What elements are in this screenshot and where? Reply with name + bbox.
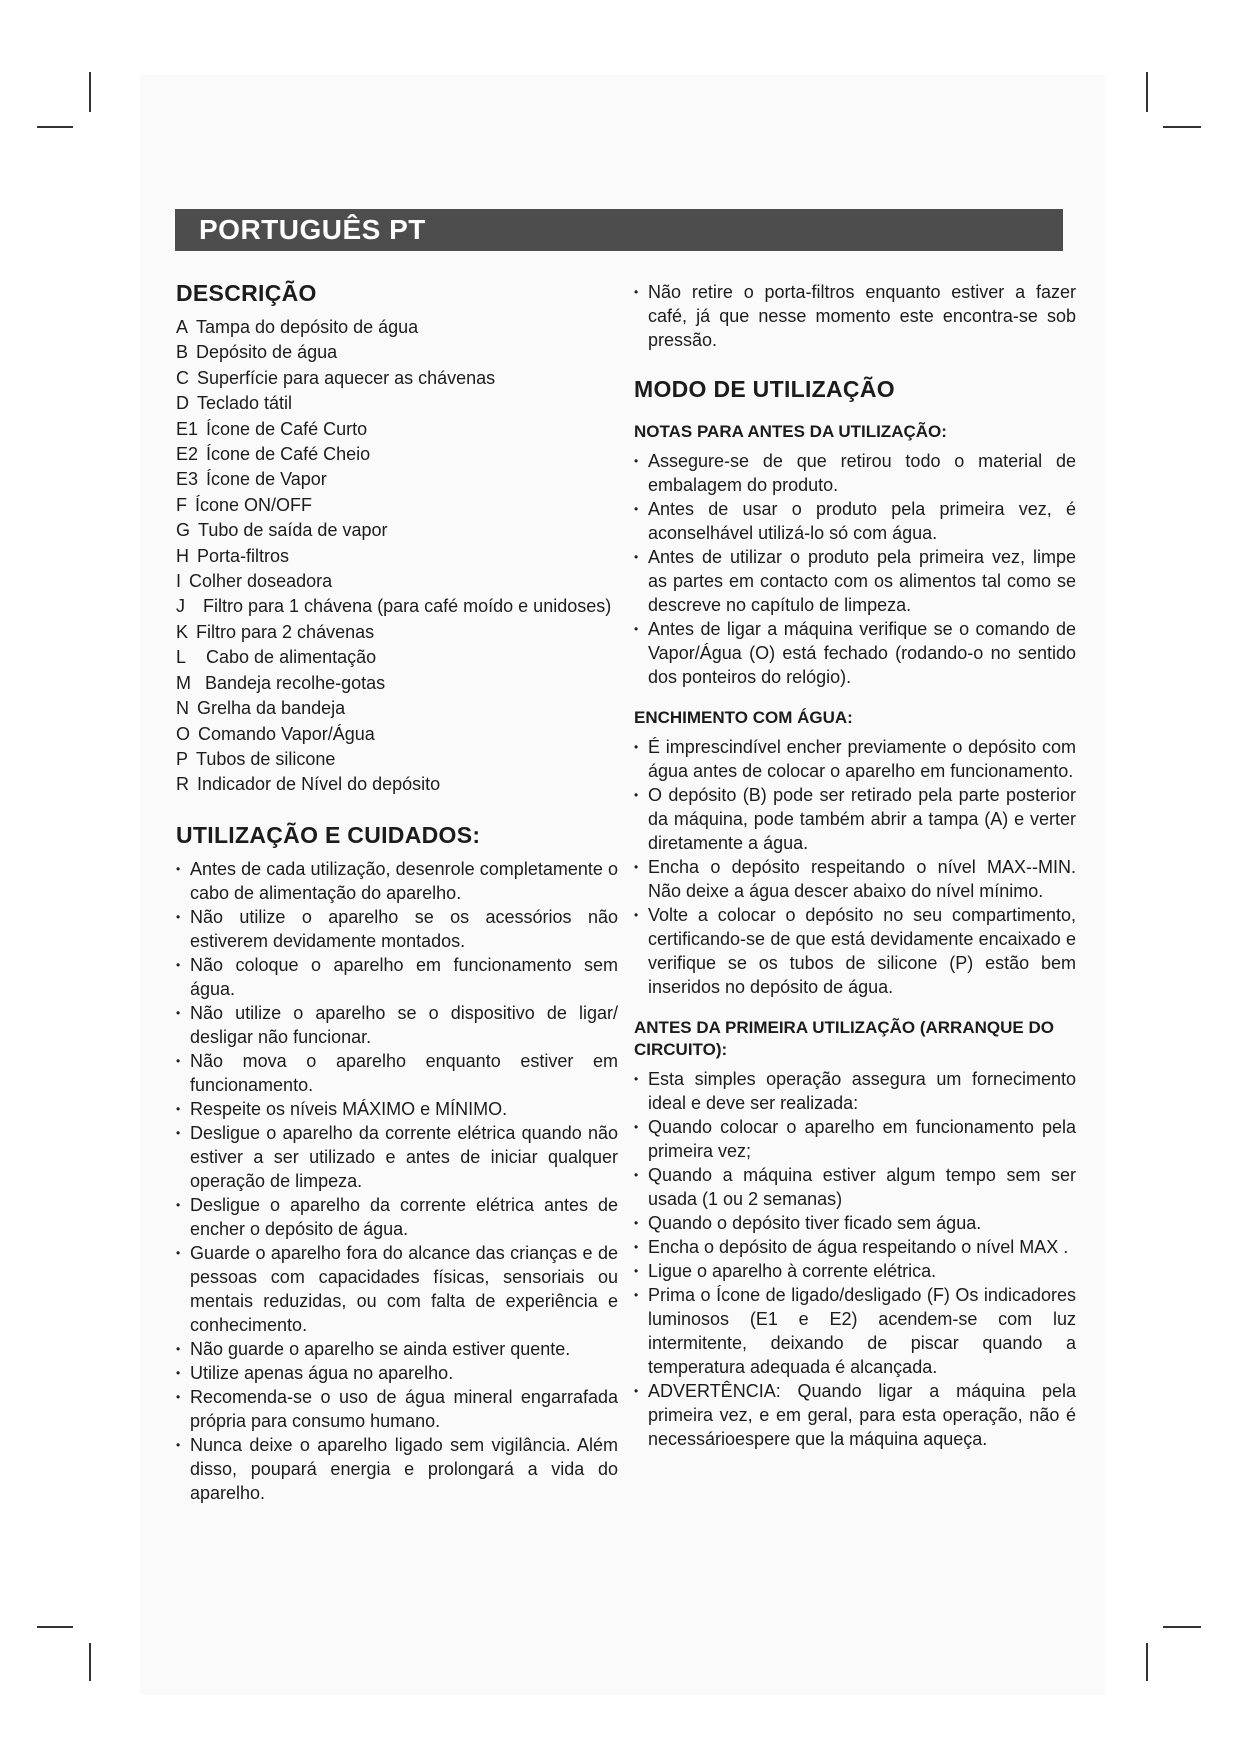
part-key: C: [176, 367, 189, 388]
primeira-utilizacao-list: [634, 1067, 1076, 1451]
part-text: Cabo de alimentação: [206, 647, 377, 668]
part-text: Grelha da bandeja: [197, 698, 346, 719]
part-key: G: [176, 520, 191, 541]
left-column: [176, 280, 618, 1505]
notas-item: • Assegure-se de que retirou todo o material de embalagem do produto.: [634, 449, 1076, 497]
part-key: O: [176, 723, 191, 744]
usage-care-item: • Não utilize o aparelho se os acessórios não estiverem devidamente montados.: [176, 905, 618, 953]
crop-mark-top-right-vertical: [1146, 72, 1148, 112]
enchimento-list: [634, 735, 1076, 999]
usage-care-item: • Não retire o porta-filtros enquanto estiver a fazer café, já que nesse momento este encontra-se sob pressão.: [634, 280, 1076, 352]
usage-care-item: • Guarde o aparelho fora do alcance das crianças e de pessoas com capacidades físicas, sensoriais ou mentais reduzidas, ou com falta de experiência e conhecimento.: [176, 1241, 618, 1337]
crop-mark-top-left-horizontal: [37, 126, 73, 128]
continued-usage-list: [634, 280, 1076, 352]
primeira-utilizacao-item: • Esta simples operação assegura um fornecimento ideal e deve ser realizada:: [634, 1067, 1076, 1115]
part-key: J: [176, 596, 185, 617]
part-text: Colher doseadora: [189, 571, 333, 592]
usage-care-item: • Não mova o aparelho enquanto estiver em funcionamento.: [176, 1049, 618, 1097]
part-text: Ícone de Vapor: [206, 469, 327, 490]
part-key: L: [176, 647, 187, 668]
part-key: P: [176, 748, 189, 769]
part-key: B: [176, 342, 189, 363]
part-text: Tubo de saída de vapor: [198, 520, 388, 541]
parts-list-item: [176, 467, 618, 492]
crop-mark-bottom-left-vertical: [89, 1643, 91, 1681]
part-text: Tubos de silicone: [196, 748, 336, 769]
parts-list-item: [176, 340, 618, 365]
primeira-utilizacao-item: • Ligue o aparelho à corrente elétrica.: [634, 1259, 1076, 1283]
parts-list-item: [176, 493, 618, 518]
enchimento-heading: ENCHIMENTO COM ÁGUA:: [634, 708, 853, 727]
parts-list: [176, 315, 618, 798]
usage-care-item: • Recomenda-se o uso de água mineral engarrafada própria para consumo humano.: [176, 1385, 618, 1433]
usage-care-item: • Não guarde o aparelho se ainda estiver quente.: [176, 1337, 618, 1361]
part-text: Bandeja recolhe-gotas: [205, 672, 386, 693]
part-text: Ícone de Café Cheio: [206, 444, 371, 465]
part-text: Comando Vapor/Água: [198, 723, 375, 744]
enchimento-item: • O depósito (B) pode ser retirado pela parte posterior da máquina, pode também abrir a tampa (A) e verter diretamente a água.: [634, 783, 1076, 855]
primeira-utilizacao-heading: ANTES DA PRIMEIRA UTILIZAÇÃO (ARRANQUE DO CIRCUITO):: [634, 1018, 1054, 1059]
crop-mark-top-left-vertical: [89, 72, 91, 112]
part-key: E2: [176, 444, 199, 465]
parts-list-item: [176, 645, 618, 670]
part-text: Indicador de Nível do depósito: [197, 774, 441, 795]
parts-list-item: [176, 315, 618, 340]
part-key: I: [176, 571, 182, 592]
part-key: E3: [176, 469, 199, 490]
parts-list-item: [176, 569, 618, 594]
primeira-utilizacao-item: • Quando a máquina estiver algum tempo sem ser usada (1 ou 2 semanas): [634, 1163, 1076, 1211]
notas-heading: NOTAS PARA ANTES DA UTILIZAÇÃO:: [634, 422, 947, 441]
crop-mark-top-right-horizontal: [1163, 126, 1201, 128]
part-text: Ícone ON/OFF: [195, 494, 313, 515]
part-key: A: [176, 317, 189, 337]
modo-utilizacao-heading: MODO DE UTILIZAÇÃO: [634, 376, 895, 402]
notas-list: [634, 449, 1076, 689]
primeira-utilizacao-item: • Quando colocar o aparelho em funcionamento pela primeira vez;: [634, 1115, 1076, 1163]
part-text: Porta-filtros: [197, 545, 290, 566]
part-text: Depósito de água: [196, 342, 338, 363]
notas-item: • Antes de ligar a máquina verifique se o comando de Vapor/Água (O) está fechado (rodando-o no sentido dos ponteiros do relógio).: [634, 617, 1076, 689]
part-text: Teclado tátil: [197, 393, 293, 414]
parts-list-item: [176, 417, 618, 442]
parts-list-item: [176, 544, 618, 569]
parts-list-item: [176, 696, 618, 721]
part-text: Filtro para 1 chávena (para café moído e unidoses): [203, 596, 612, 617]
part-key: E1: [176, 418, 199, 439]
crop-mark-bottom-left-horizontal: [37, 1626, 73, 1628]
notas-item: • Antes de utilizar o produto pela primeira vez, limpe as partes em contacto com os alimentos tal como se descreve no capítulo de limpeza.: [634, 545, 1076, 617]
parts-list-item: [176, 772, 618, 797]
usage-care-list: [176, 857, 618, 1505]
part-text: Ícone de Café Curto: [206, 418, 368, 439]
part-key: R: [176, 774, 189, 795]
descricao-heading: DESCRIÇÃO: [176, 280, 317, 306]
right-column: [634, 280, 1076, 1451]
parts-list-item: [176, 442, 618, 467]
part-key: D: [176, 393, 189, 414]
parts-list-item: [176, 518, 618, 543]
usage-care-item: • Utilize apenas água no aparelho.: [176, 1361, 618, 1385]
primeira-utilizacao-item: • Prima o Ícone de ligado/desligado (F) Os indicadores luminosos (E1 e E2) acendem-se com luz intermitente, deixando de piscar quando a temperatura adequada é alcançada.: [634, 1283, 1076, 1379]
part-key: F: [176, 494, 187, 515]
usage-care-item: • Desligue o aparelho da corrente elétrica quando não estiver a ser utilizado e antes de iniciar qualquer operação de limpeza.: [176, 1121, 618, 1193]
part-key: H: [176, 545, 189, 566]
notas-item: • Antes de usar o produto pela primeira vez, é aconselhável utilizá-lo só com água.: [634, 497, 1076, 545]
parts-list-item: [176, 671, 618, 696]
parts-list-item: [176, 594, 618, 619]
parts-list-item: [176, 366, 618, 391]
primeira-utilizacao-item: • Quando o depósito tiver ficado sem água.: [634, 1211, 1076, 1235]
usage-care-item: • Não utilize o aparelho se o dispositivo de ligar/ desligar não funcionar.: [176, 1001, 618, 1049]
usage-care-item: • Antes de cada utilização, desenrole completamente o cabo de alimentação do aparelho.: [176, 857, 618, 905]
parts-list-item: [176, 391, 618, 416]
parts-list-item: [176, 722, 618, 747]
enchimento-item: • Encha o depósito respeitando o nível MAX--MIN. Não deixe a água descer abaixo do nível mínimo.: [634, 855, 1076, 903]
usage-care-item: • Respeite os níveis MÁXIMO e MÍNIMO.: [176, 1097, 618, 1121]
usage-care-item: • Desligue o aparelho da corrente elétrica antes de encher o depósito de água.: [176, 1193, 618, 1241]
language-header-bar: PORTUGUÊS PT: [175, 209, 1063, 251]
part-text: Superfície para aquecer as chávenas: [197, 367, 496, 388]
part-key: K: [176, 621, 189, 642]
enchimento-item: • Volte a colocar o depósito no seu compartimento, certificando-se de que está devidamente encaixado e verifique se os tubos de silicone (P) estão bem inseridos no depósito de água.: [634, 903, 1076, 999]
primeira-utilizacao-item: • ADVERTÊNCIA: Quando ligar a máquina pela primeira vez, e em geral, para esta operação, não é necessárioespere que la máquina aqueça.: [634, 1379, 1076, 1451]
enchimento-item: • É imprescindível encher previamente o depósito com água antes de colocar o aparelho em funcionamento.: [634, 735, 1076, 783]
part-key: N: [176, 698, 189, 719]
usage-care-item: • Não coloque o aparelho em funcionamento sem água.: [176, 953, 618, 1001]
crop-mark-bottom-right-horizontal: [1163, 1626, 1201, 1628]
usage-care-item: • Nunca deixe o aparelho ligado sem vigilância. Além disso, poupará energia e prolongará a vida do aparelho.: [176, 1433, 618, 1505]
parts-list-item: [176, 747, 618, 772]
utilizacao-heading: UTILIZAÇÃO E CUIDADOS:: [176, 821, 481, 848]
part-text: Filtro para 2 chávenas: [196, 621, 375, 642]
part-text: Tampa do depósito de água: [196, 317, 419, 337]
primeira-utilizacao-item: • Encha o depósito de água respeitando o nível MAX .: [634, 1235, 1076, 1259]
crop-mark-bottom-right-vertical: [1146, 1643, 1148, 1681]
parts-list-item: [176, 620, 618, 645]
part-key: M: [176, 672, 191, 693]
